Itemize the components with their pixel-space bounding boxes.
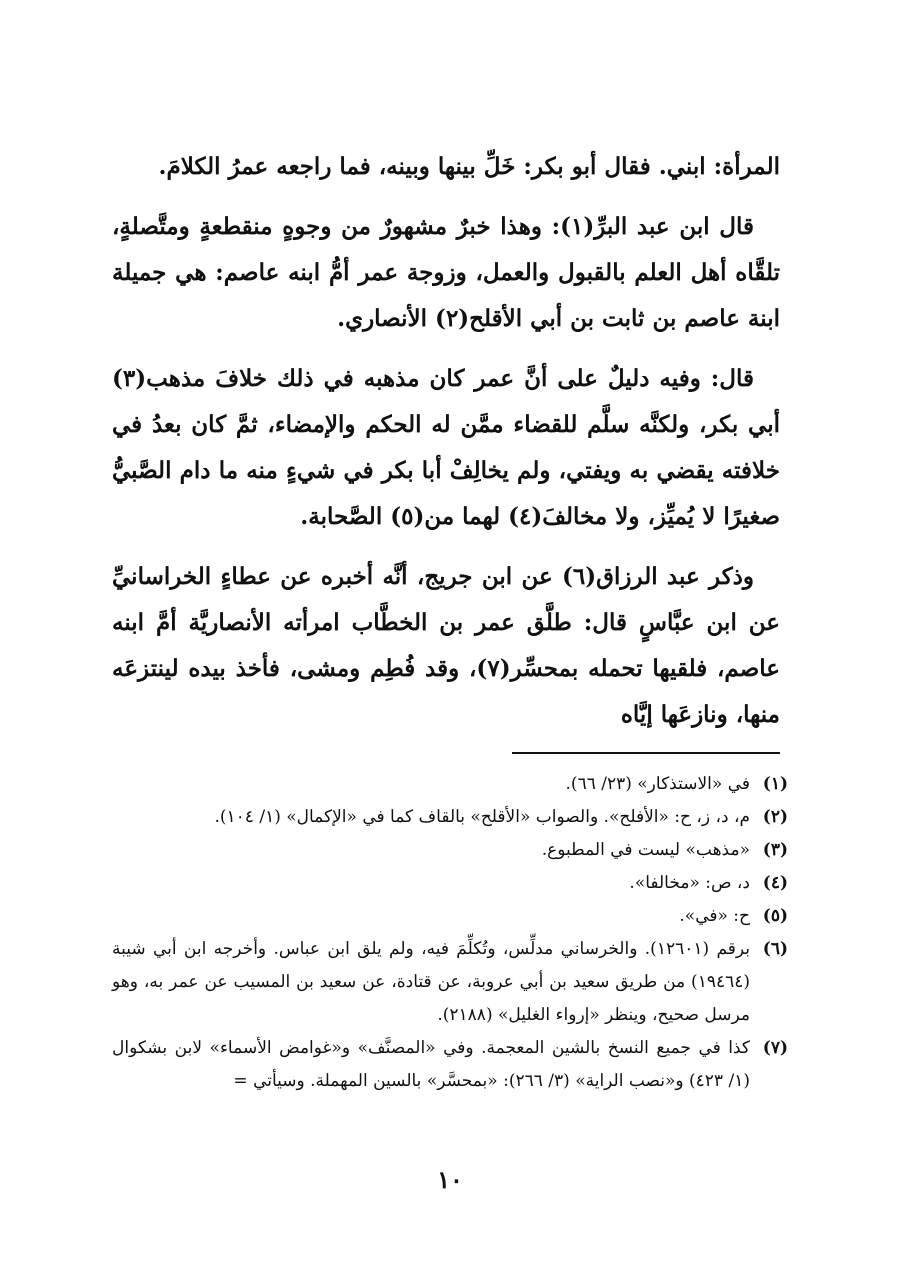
footnote-1 [112,768,788,801]
footnotes [112,768,788,1098]
footnote-text: «مذهب» ليست في المطبوع. [541,840,750,860]
footnote-2 [112,801,788,834]
footnote-7 [112,1032,788,1098]
footnote-number: (٣) [762,840,788,860]
footnote-number: (٦) [762,939,788,959]
footnote-text: كذا في جميع النسخ بالشين المعجمة. وفي «المصنَّف» و«غوامض الأسماء» لابن بشكوال (١/ ٤٢٣) و«نصب الراية» (٣/ ٢٦٦): «بمحسَّر» بالسين المهملة. وسيأتي = [112,1038,750,1091]
footnote-text: في «الاستذكار» (٢٣/ ٦٦). [565,774,750,794]
footnote-text: برقم (١٢٦٠١). والخرساني مدلِّس، وتُكلِّمَ فيه، ولم يلق ابن عباس. وأخرجه ابن أبي شيبة (١٩٤٦٤) من طريق سعيد بن أبي عروبة، عن قتادة، عن سعيد بن المسيب عن عمر به، وهو مرسل صحيح، وينظر «إرواء الغليل» (٢١٨٨). [112,939,750,1025]
paragraph-3: قال: وفيه دليلٌ على أنَّ عمر كان مذهبه في ذلك خلافَ مذهب(٣) أبي بكر، ولكنَّه سلَّم للقضاء ممَّن له الحكم والإمضاء، ثمَّ كان بعدُ في خلافته يقضي به ويفتي، ولم يخالِفْ أبا بكر في شيءٍ منه ما دام الصَّبيُّ صغيرًا لا يُميِّز، ولا مخالفَ(٤) لهما من(٥) الصَّحابة. [112,365,780,530]
footnote-4 [112,867,788,900]
footnote-number: (٤) [762,873,788,893]
footnote-number: (١) [762,774,788,794]
page-number: ١٠ [437,1165,463,1194]
paragraph-4: وذكر عبد الرزاق(٦) عن ابن جريج، أنَّه أخبره عن عطاءٍ الخراسانيِّ عن ابن عبَّاسٍ قال: طلَّق عمر بن الخطَّاب امرأته الأنصاريَّة أمَّ ابنه عاصم، فلقيها تحمله بمحسِّر(٧)، وقد فُطِم ومشى، فأخذ بيده لينتزعَه منها، ونازعَها إيَّاه [112,563,780,728]
footnote-6 [112,933,788,1032]
main-text [112,144,780,752]
footnote-number: (٥) [762,906,788,926]
paragraph-2: قال ابن عبد البرِّ(١): وهذا خبرٌ مشهورٌ من وجوهٍ منقطعةٍ ومتَّصلةٍ، تلقَّاه أهل العلم بالقبول والعمل، وزوجة عمر أمُّ ابنه عاصم: هي جميلة ابنة عاصم بن ثابت بن أبي الأقلح(٢) الأنصاري. [112,213,780,332]
footnote-5 [112,900,788,933]
footnote-number: (٧) [762,1038,788,1058]
footnote-text: د، ص: «مخالفا». [629,873,750,893]
paragraph-1: المرأة: ابني. فقال أبو بكر: خَلِّ بينها وبينه، فما راجعه عمرُ الكلامَ. [158,153,780,180]
footnote-text: ح: «في». [679,906,750,926]
footnote-3 [112,834,788,867]
footnote-divider [512,752,780,754]
footnote-text: م، د، ز، ح: «الأفلح». والصواب «الأقلح» بالقاف كما في «الإكمال» (١/ ١٠٤). [214,807,750,827]
footnote-number: (٢) [762,807,788,827]
